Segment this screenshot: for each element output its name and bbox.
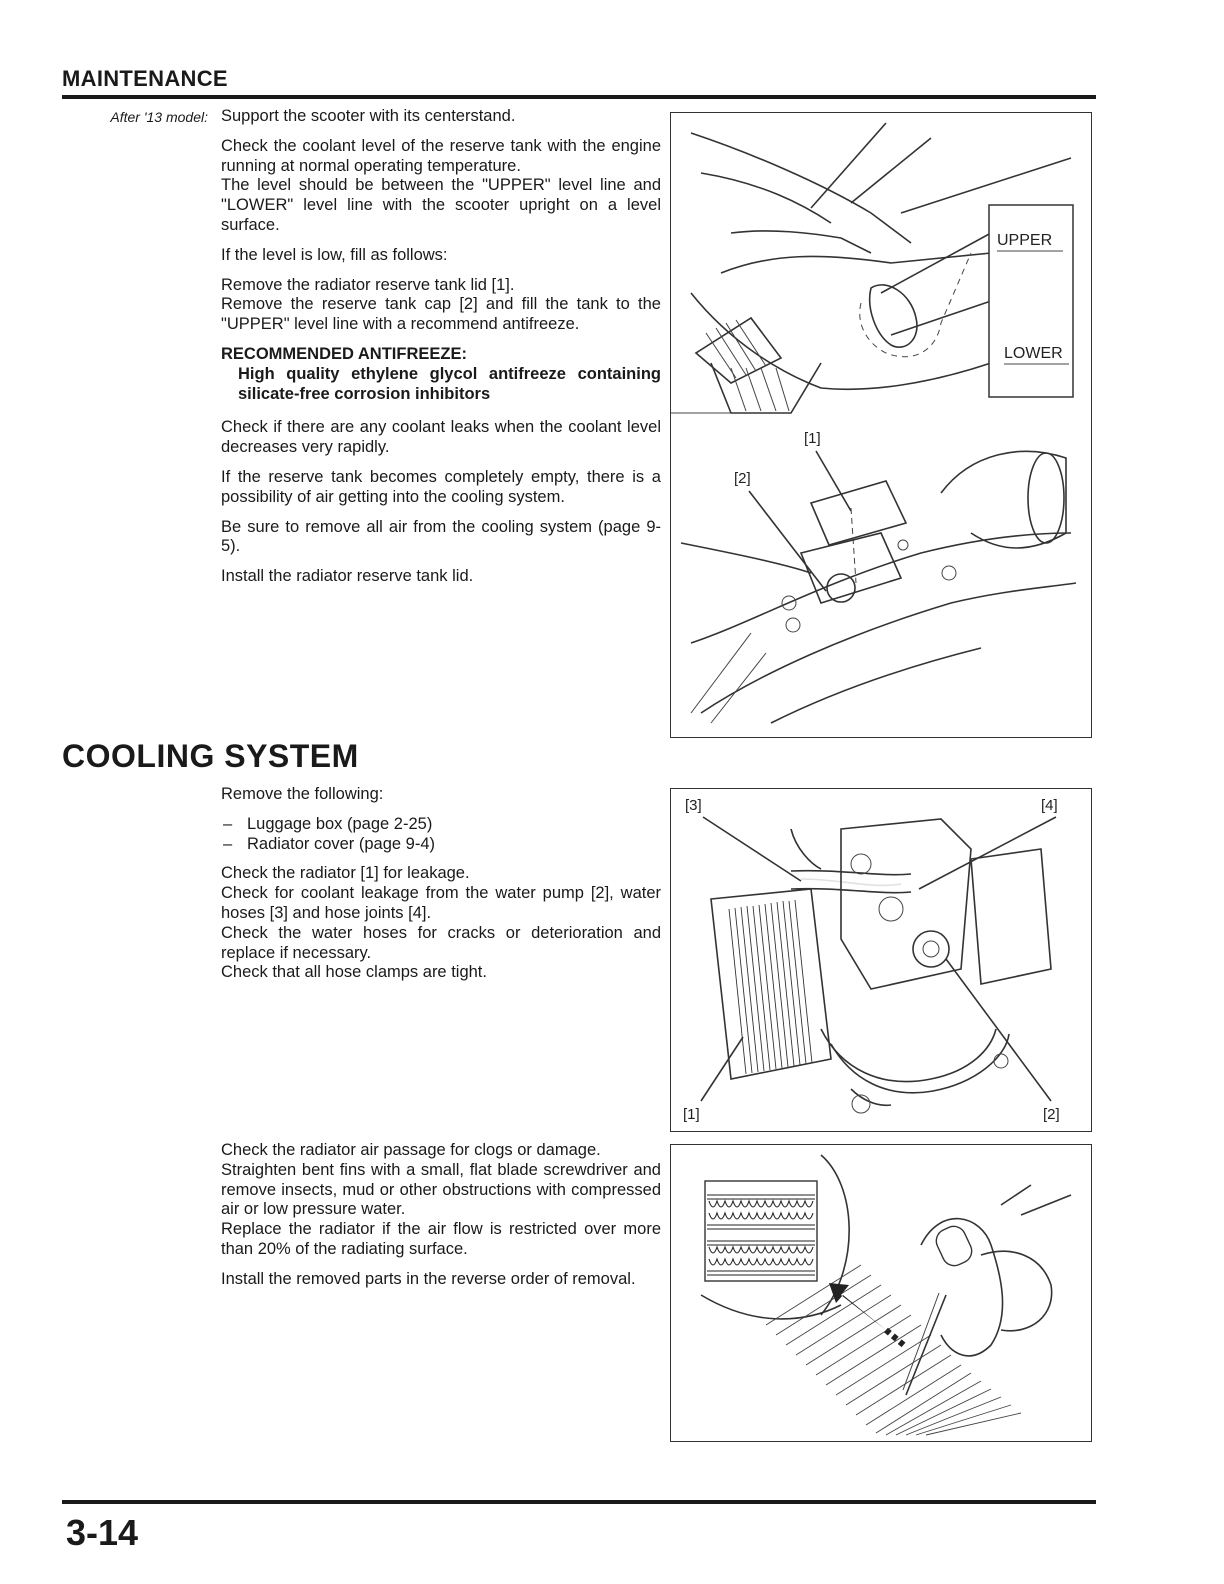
radiator-fins-figure (670, 1144, 1092, 1442)
paragraph: Install the removed parts in the reverse order of removal. (221, 1269, 636, 1288)
paragraph: Remove the reserve tank cap [2] and fill the tank to the "UPPER" level line with a recommend antifreeze. (221, 295, 661, 334)
page-header-title: MAINTENANCE (62, 66, 228, 91)
header-rule (62, 95, 1096, 99)
upper-label: UPPER (997, 232, 1053, 249)
callout-4: [4] (1041, 797, 1058, 814)
radiator-fins-illustration (671, 1145, 1091, 1441)
paragraph: Check the radiator [1] for leakage. (221, 864, 470, 883)
paragraph: Check if there are any coolant leaks when the coolant level decreases very rapidly. (221, 418, 661, 457)
page-number: 3-14 (66, 1512, 139, 1553)
paragraph: The level should be between the "UPPER" level line and "LOWER" level line with the scooter upright on a level surface. (221, 176, 661, 234)
paragraph: If the reserve tank becomes completely empty, there is a possibility of air getting into the cooling system. (221, 467, 661, 506)
paragraph: Check the coolant level of the reserve tank with the engine running at normal operating temperature. (221, 136, 661, 175)
cooling-text-bottom (221, 1141, 661, 1300)
antifreeze-heading: RECOMMENDED ANTIFREEZE: (221, 344, 467, 363)
callout-1: [1] (683, 1106, 700, 1123)
paragraph: Remove the radiator reserve tank lid [1]. (221, 275, 515, 294)
paragraph: Be sure to remove all air from the cooling system (page 9-5). (221, 517, 661, 556)
footer-rule (62, 1500, 1096, 1504)
paragraph: Check for coolant leakage from the water pump [2], water hoses [3] and hose joints [4]. (221, 884, 661, 922)
paragraph: Straighten bent fins with a small, flat blade screwdriver and remove insects, mud or other obstructions with compressed air or low pressure water. (221, 1160, 661, 1219)
reserve-tank-text (221, 107, 661, 597)
paragraph: Check the water hoses for cracks or deterioration and replace if necessary. (221, 923, 661, 962)
cooling-text-top (221, 785, 661, 993)
reserve-tank-figure (670, 112, 1092, 738)
cooling-components-figure (670, 788, 1092, 1132)
lower-label: LOWER (1004, 345, 1063, 362)
list-item: – Luggage box (page 2-25) (221, 815, 661, 835)
removal-list (221, 815, 661, 855)
callout-1: [1] (804, 430, 821, 447)
callout-2: [2] (1043, 1106, 1060, 1123)
paragraph: Replace the radiator if the air flow is restricted over more than 20% of the radiating surface. (221, 1220, 661, 1258)
model-note: After '13 model: (110, 109, 208, 125)
section-title: COOLING SYSTEM (62, 738, 359, 774)
antifreeze-spec: High quality ethylene glycol antifreeze containing silicate-free corrosion inhibitors (238, 364, 661, 403)
paragraph: Check the radiator air passage for clogs or damage. (221, 1141, 601, 1159)
list-item: – Radiator cover (page 9-4) (221, 835, 661, 855)
reserve-tank-illustration (671, 113, 1091, 737)
cooling-components-illustration (671, 789, 1091, 1131)
paragraph: Install the radiator reserve tank lid. (221, 567, 474, 586)
paragraph: Support the scooter with its centerstand. (221, 107, 516, 125)
callout-2: [2] (734, 470, 751, 487)
paragraph: If the level is low, fill as follows: (221, 245, 448, 264)
paragraph: Remove the following: (221, 785, 384, 803)
callout-3: [3] (685, 797, 702, 814)
paragraph: Check that all hose clamps are tight. (221, 963, 487, 982)
